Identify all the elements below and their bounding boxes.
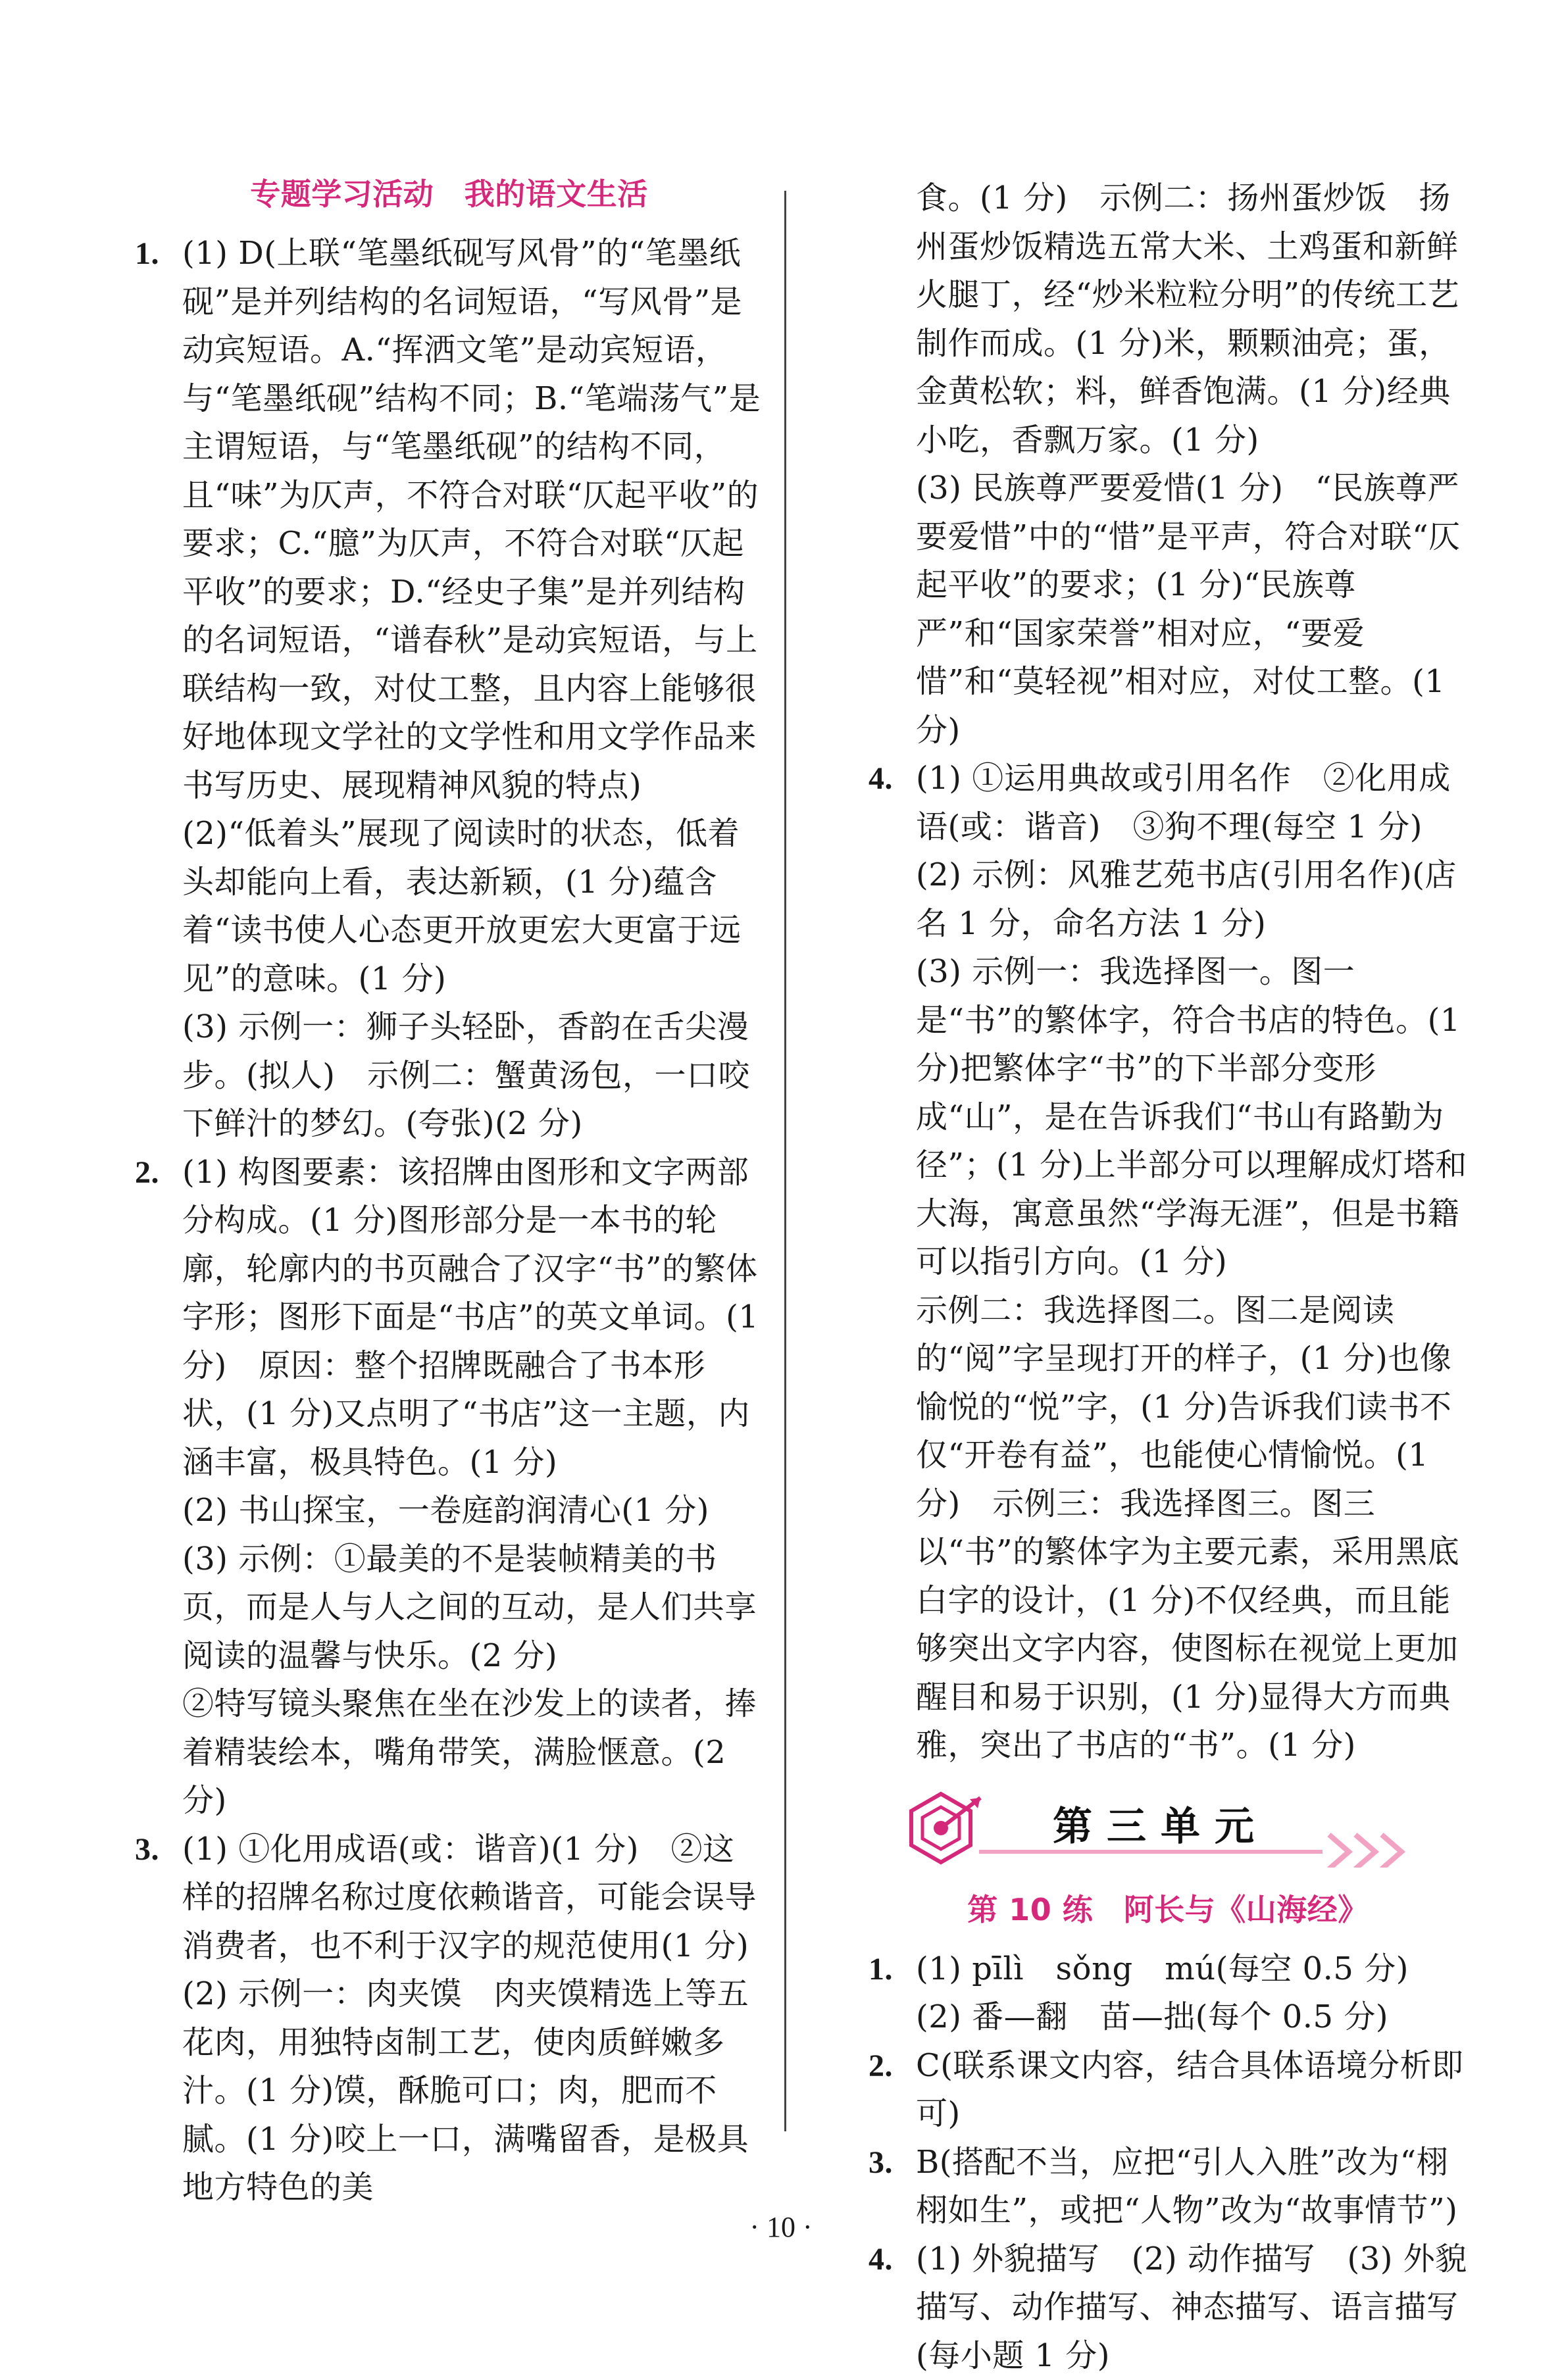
question-number: 1. [135, 230, 159, 278]
answer-text: (1) 构图要素：该招牌由图形和文字两部分构成。(1 分)图形部分是一本书的轮廓，轮廓内的书页融合了汉字“书”的繁体字形；图形下面是“书店”的英文单词。(1 分) 原因：整个招牌既融合了书本形状，(1 分)又点明了“书店”这一主题，内涵丰富，极具特色。(1 分) [182, 1149, 763, 1487]
answer-text: (3) 民族尊严要爱惜(1 分) “民族尊严要爱惜”中的“惜”是平声，符合对联“仄起平收”的要求；(1 分)“民族尊严”和“国家荣誉”相对应，“要爱惜”和“莫轻视”相对应，对仗工整。(1 分) [916, 464, 1467, 755]
section-title: 专题学习活动 我的语文生活 [135, 168, 763, 220]
question-item [869, 2042, 1467, 2139]
left-column [135, 168, 763, 2212]
question-number: 3. [135, 1825, 159, 1874]
answer-text: 示例二：我选择图二。图二是阅读的“阅”字呈现打开的样子，(1 分)也像愉悦的“悦”字，(1 分)告诉我们读书不仅“开卷有益”，也能使心情愉悦。(1 分) 示例三：我选择图三。图三以“书”的繁体字为主要元素，采用黑底白字的设计，(1 分)不仅经典，而且能够突出文字内容，使图标在视觉上更加醒目和易于识别，(1 分)显得大方而典雅，突出了书店的“书”。(1 分) [916, 1287, 1467, 1770]
unit-banner [901, 1789, 1441, 1868]
answer-text: (2) 书山探宝，一卷庭韵润清心(1 分) [182, 1487, 763, 1535]
answer-text: (1) ①化用成语(或：谐音)(1 分) ②这样的招牌名称过度依赖谐音，可能会误导消费者，也不利于汉字的规范使用(1 分) [182, 1825, 763, 1971]
question-item [869, 755, 1467, 1770]
question-number: 4. [869, 755, 893, 803]
question-item [869, 174, 1467, 755]
answer-text: (1) pīlì sǒng mú(每空 0.5 分) [916, 1945, 1467, 1994]
page-number: · 10 · [0, 2210, 1562, 2244]
question-item [135, 1149, 763, 1825]
question-number: 1. [869, 1945, 893, 1994]
question-number: 2. [135, 1149, 159, 1197]
answer-text: (2) 示例：风雅艺苑书店(引用名作)(店名 1 分，命名方法 1 分) [916, 851, 1467, 948]
unit-title: 第三单元 [1053, 1803, 1269, 1852]
answer-text: B(搭配不当，应把“引人入胜”改为“栩栩如生”，或把“人物”改为“故事情节”) [916, 2139, 1467, 2235]
answer-text: (2)“低着头”展现了阅读时的状态，低着头却能向上看，表达新颖，(1 分)蕴含着“读书使人心态更开放更宏大更富于远见”的意味。(1 分) [182, 810, 763, 1003]
answer-text: (2) 示例一：肉夹馍 肉夹馍精选上等五花肉，用独特卤制工艺，使肉质鲜嫩多汁。(1 分)馍，酥脆可口；肉，肥而不腻。(1 分)咬上一口，满嘴留香，是极具地方特色的美 [182, 1970, 763, 2212]
question-number: 4. [869, 2235, 893, 2284]
answer-text: (1) ①运用典故或引用名作 ②化用成语(或：谐音) ③狗不理(每空 1 分) [916, 755, 1467, 851]
column-divider [784, 191, 786, 2131]
lesson-title: 第 10 练 阿长与《山海经》 [869, 1883, 1467, 1936]
answer-text: (1) D(上联“笔墨纸砚写风骨”的“笔墨纸砚”是并列结构的名词短语，“写风骨”是动宾短语。A.“挥洒文笔”是动宾短语，与“笔墨纸砚”结构不同；B.“笔端荡气”是主谓短语，与“笔墨纸砚”的结构不同，且“味”为仄声，不符合对联“仄起平收”的要求；C.“臆”为仄声，不符合对联“仄起平收”的要求；D.“经史子集”是并列结构的名词短语，“谱春秋”是动宾短语，与上联结构一致，对仗工整，且内容上能够很好地体现文学社的文学性和用文学作品来书写历史、展现精神风貌的特点) [182, 230, 763, 810]
answer-text: (3) 示例一：我选择图一。图一是“书”的繁体字，符合书店的特色。(1 分)把繁体字“书”的下半部分变形成“山”，是在告诉我们“书山有路勤为径”；(1 分)上半部分可以理解成灯塔和大海，寓意虽然“学海无涯”，但是书籍可以指引方向。(1 分) [916, 948, 1467, 1287]
answer-text: 食。(1 分) 示例二：扬州蛋炒饭 扬州蛋炒饭精选五常大米、土鸡蛋和新鲜火腿丁，经“炒米粒粒分明”的传统工艺制作而成。(1 分)米，颗颗油亮；蛋，金黄松软；料，鲜香饱满。(1 分)经典小吃，香飘万家。(1 分) [916, 174, 1467, 464]
answer-text: C(联系课文内容，结合具体语境分析即可) [916, 2042, 1467, 2139]
answer-text: (3) 示例一：狮子头轻卧，香韵在舌尖漫步。(拟人) 示例二：蟹黄汤包，一口咬下鲜汁的梦幻。(夸张)(2 分) [182, 1003, 763, 1149]
question-item [869, 1945, 1467, 2042]
question-item [869, 2235, 1467, 2380]
question-item [135, 230, 763, 1149]
question-number: 2. [869, 2042, 893, 2091]
answer-text: (3) 示例：①最美的不是装帧精美的书页，而是人与人之间的互动，是人们共享阅读的温馨与快乐。(2 分) [182, 1535, 763, 1681]
answer-text: ②特写镜头聚焦在坐在沙发上的读者，捧着精装绘本，嘴角带笑，满脸惬意。(2 分) [182, 1680, 763, 1825]
answer-text: (1) 外貌描写 (2) 动作描写 (3) 外貌描写、动作描写、神态描写、语言描写(每小题 1 分) [916, 2235, 1467, 2380]
right-column [869, 174, 1467, 2380]
answer-text: (2) 番—翻 苗—拙(每个 0.5 分) [916, 1993, 1467, 2042]
question-item [135, 1825, 763, 2212]
question-number: 3. [869, 2139, 893, 2187]
